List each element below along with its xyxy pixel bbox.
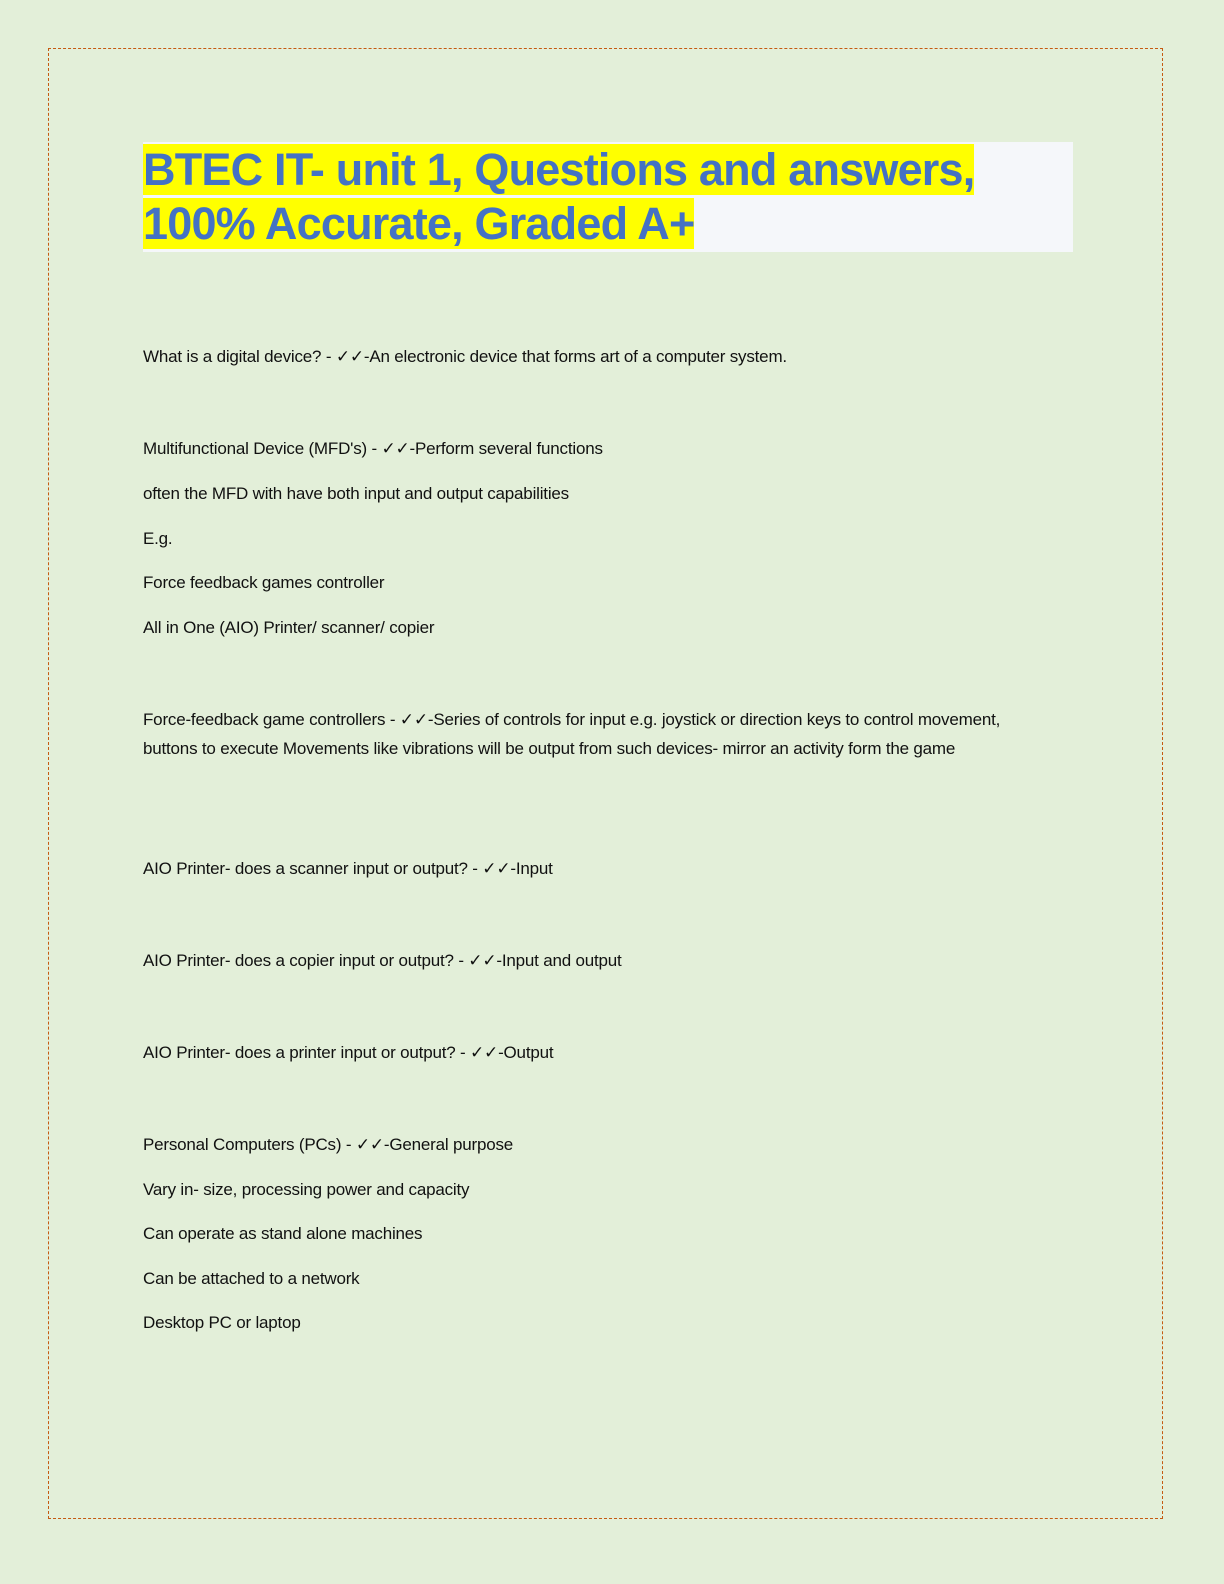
document-title <box>143 143 974 251</box>
mfd-example-1: Force feedback games controller <box>143 573 385 592</box>
pc-detail-1: Vary in- size, processing power and capacity <box>143 1180 470 1199</box>
mfd-detail: often the MFD with have both input and output capabilities <box>143 484 569 503</box>
mfd-eg: E.g. <box>143 529 173 548</box>
qa-mfd: Multifunctional Device (MFD's) - ✓✓-Perform several functions <box>143 439 603 458</box>
page-border <box>48 48 1163 1519</box>
title-line-1: BTEC IT- unit 1, Questions and answers, <box>143 144 975 195</box>
qa-copier: AIO Printer- does a copier input or output? - ✓✓-Input and output <box>143 951 622 970</box>
qa-force-feedback: Force-feedback game controllers - ✓✓-Series of controls for input e.g. joystick or direction keys to control movement, buttons to execute Movements like vibrations will be output from such devices- mirror an activity form the game <box>143 710 1001 758</box>
pc-detail-2: Can operate as stand alone machines <box>143 1224 423 1243</box>
mfd-example-2: All in One (AIO) Printer/ scanner/ copier <box>143 618 435 637</box>
qa-digital-device: What is a digital device? - ✓✓-An electronic device that forms art of a computer system. <box>143 347 787 366</box>
title-line-2: 100% Accurate, Graded A+ <box>143 198 695 249</box>
pc-detail-4: Desktop PC or laptop <box>143 1313 301 1332</box>
qa-pc: Personal Computers (PCs) - ✓✓-General purpose <box>143 1135 514 1154</box>
qa-scanner: AIO Printer- does a scanner input or output? - ✓✓-Input <box>143 859 553 878</box>
qa-printer: AIO Printer- does a printer input or output? - ✓✓-Output <box>143 1043 554 1062</box>
pc-detail-3: Can be attached to a network <box>143 1269 360 1288</box>
